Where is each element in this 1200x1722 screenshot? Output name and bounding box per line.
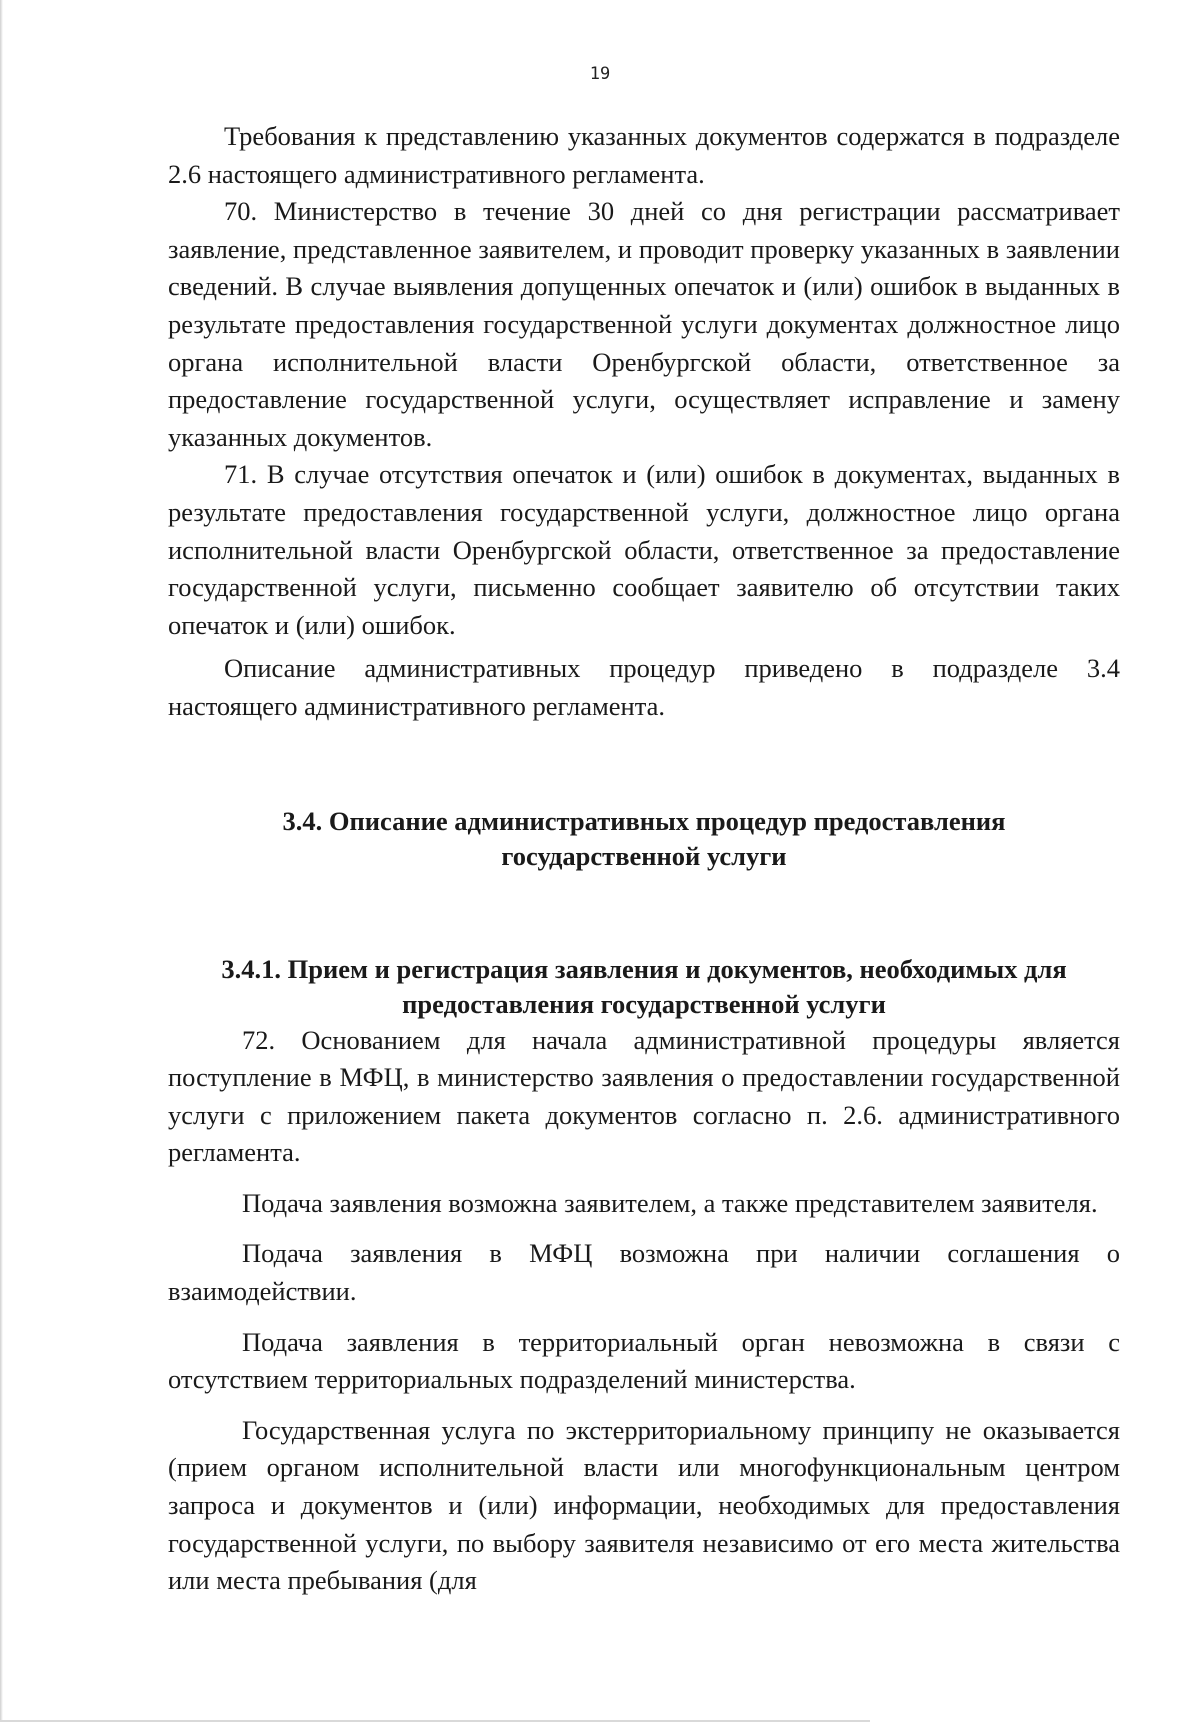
section-heading-line2: государственной услуги [501,840,787,871]
paragraph-procedures-reference: Описание административных процедур приведено в подразделе 3.4 настоящего административного регламента. [168,653,1120,721]
paragraph-submission-territorial: Подача заявления в территориальный орган невозможна в связи с отсутствием территориальных подразделений министерства. [168,1326,1120,1395]
paragraph-70: 70. Министерство в течение 30 дней со дня регистрации рассматривает заявление, представленное заявителем, и проводит проверку указанных в заявлении сведений. В случае выявления допущенных опечаток и (или) ошибок в выданных в результате предоставления государственной услуги документах должностное лицо органа исполнительной власти Оренбургской области, ответственное за предоставление государственной услуги, осуществляет исправление и замену указанных документов. [168,196,1120,452]
section-heading-line1: 3.4. Описание административных процедур предоставления [282,805,1006,836]
paragraph-requirements: Требования к представлению указанных документов содержатся в подразделе 2.6 настоящего административного регламента. [168,121,1120,189]
paragraph-extraterritorial: Государственная услуга по экстерриториальному принципу не оказывается (прием органом исполнительной власти или многофункциональным центром запроса и документов и (или) информации, необходимых для предоставления государственной услуги, по выбору заявителя независимо от его места жительства или места пребывания (для [168,1414,1120,1596]
paragraph-submission-mfc: Подача заявления в МФЦ возможна при наличии соглашения о взаимодействии. [168,1238,1120,1307]
subsection-heading [168,952,1120,1022]
paragraph-submission-applicant: Подача заявления возможна заявителем, а также представителем заявителя. [242,1187,1098,1218]
page-number: 19 [589,64,611,84]
document-body [168,118,1120,1600]
scan-edge-left [0,0,3,1722]
section-heading [168,804,1120,874]
subsection-heading-line1: 3.4.1. Прием и регистрация заявления и документов, необходимых для [221,953,1067,984]
subsection-heading-line2: предоставления государственной услуги [402,988,886,1019]
paragraph-72: 72. Основанием для начала административной процедуры является поступление в МФЦ, в министерство заявления о предоставлении государственной услуги с приложением пакета документов согласно п. 2.6. административного регламента. [168,1024,1120,1168]
paragraph-71: 71. В случае отсутствия опечаток и (или) ошибок в документах, выданных в результате предоставления государственной услуги, должностное лицо органа исполнительной власти Оренбургской области, ответственное за предоставление государственной услуги, письменно сообщает заявителю об отсутствии таких опечаток и (или) ошибок. [168,459,1120,640]
